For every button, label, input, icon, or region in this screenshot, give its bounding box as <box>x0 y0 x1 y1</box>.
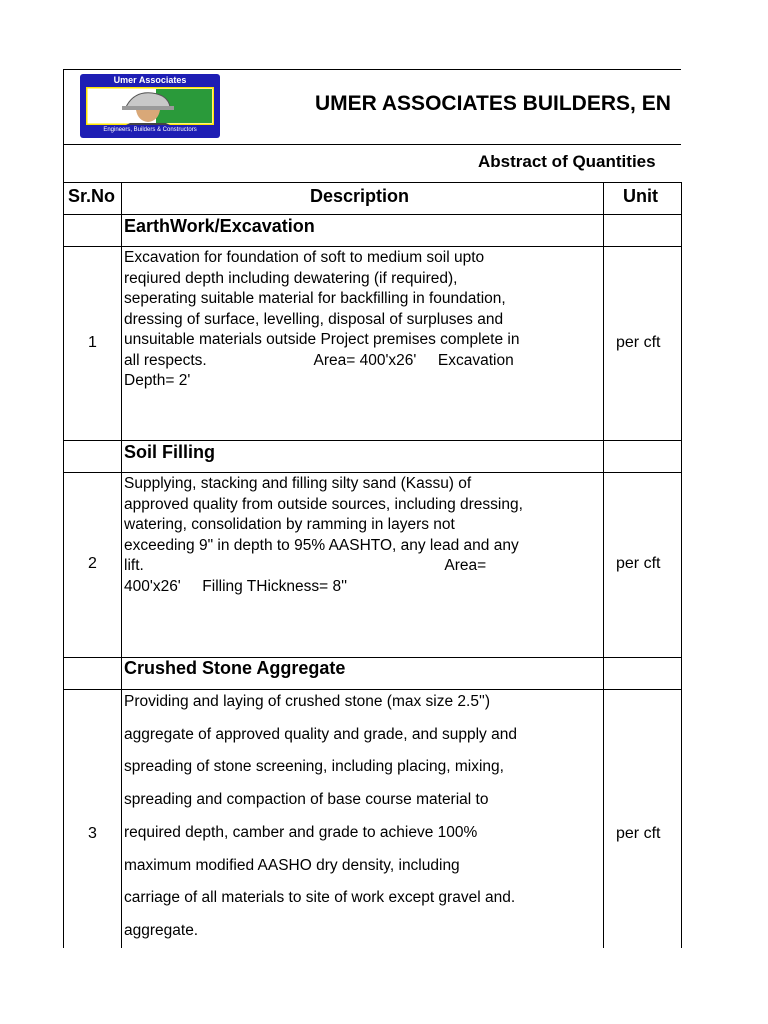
item-unit-2: per cft <box>616 555 661 572</box>
grid-line <box>63 182 681 183</box>
grid-line <box>63 69 64 948</box>
item-description-2: Supplying, stacking and filling silty sand (Kassu) of approved quality from outside sources, including dressing, watering, consolidation by ramming in layers not exceeding 9" in depth to 95% AASHTO, any lead and any lift. Area= 400'x26' Filling THickness= 8'' <box>124 475 523 595</box>
logo-subtitle: Engineers, Builders & Constructors <box>103 127 197 133</box>
grid-line <box>63 69 681 70</box>
logo-title: Umer Associates <box>113 75 187 85</box>
section-heading-earthwork: EarthWork/Excavation <box>124 216 315 236</box>
grid-line <box>63 144 681 145</box>
item-srno-2: 2 <box>88 555 97 572</box>
grid-line <box>681 182 682 948</box>
column-header-description: Description <box>310 186 410 206</box>
item-srno-1: 1 <box>88 334 97 351</box>
grid-line <box>63 440 681 441</box>
grid-line <box>63 246 681 247</box>
grid-line <box>603 182 604 948</box>
company-logo <box>80 74 220 138</box>
grid-line <box>63 657 681 658</box>
item-description-3: Providing and laying of crushed stone (max size 2.5'') aggregate of approved quality and grade, and supply and spreading of stone screening, including placing, mixing, spreading and compaction of base course material to required depth, camber and grade to achieve 100% maximum modified AASHO dry density, including carriage of all materials to site of work except gravel and. aggregate. <box>124 693 517 939</box>
abstract-title: Abstract of Quantities <box>478 152 656 171</box>
grid-line <box>121 182 122 948</box>
grid-line <box>63 472 681 473</box>
item-unit-3: per cft <box>616 825 661 842</box>
builder-helmet-icon <box>86 87 214 125</box>
item-unit-1: per cft <box>616 334 661 351</box>
column-header-srno: Sr.No <box>68 186 116 206</box>
company-header-title: UMER ASSOCIATES BUILDERS, EN <box>315 92 671 115</box>
item-srno-3: 3 <box>88 825 97 842</box>
grid-line <box>63 689 681 690</box>
section-heading-soil-filling: Soil Filling <box>124 442 215 462</box>
column-header-unit: Unit <box>623 186 658 206</box>
grid-line <box>63 214 681 215</box>
item-description-1: Excavation for foundation of soft to medium soil upto reqiured depth including dewatering (if required), seperating suitable material for backfilling in foundation, dressing of surface, levelling, disposal of surpluses and unsuitable materials outside Project premises complete in all respects. Area= 400'x26' Excavation Depth= 2' <box>124 249 520 389</box>
section-heading-crushed-stone: Crushed Stone Aggregate <box>124 658 346 678</box>
